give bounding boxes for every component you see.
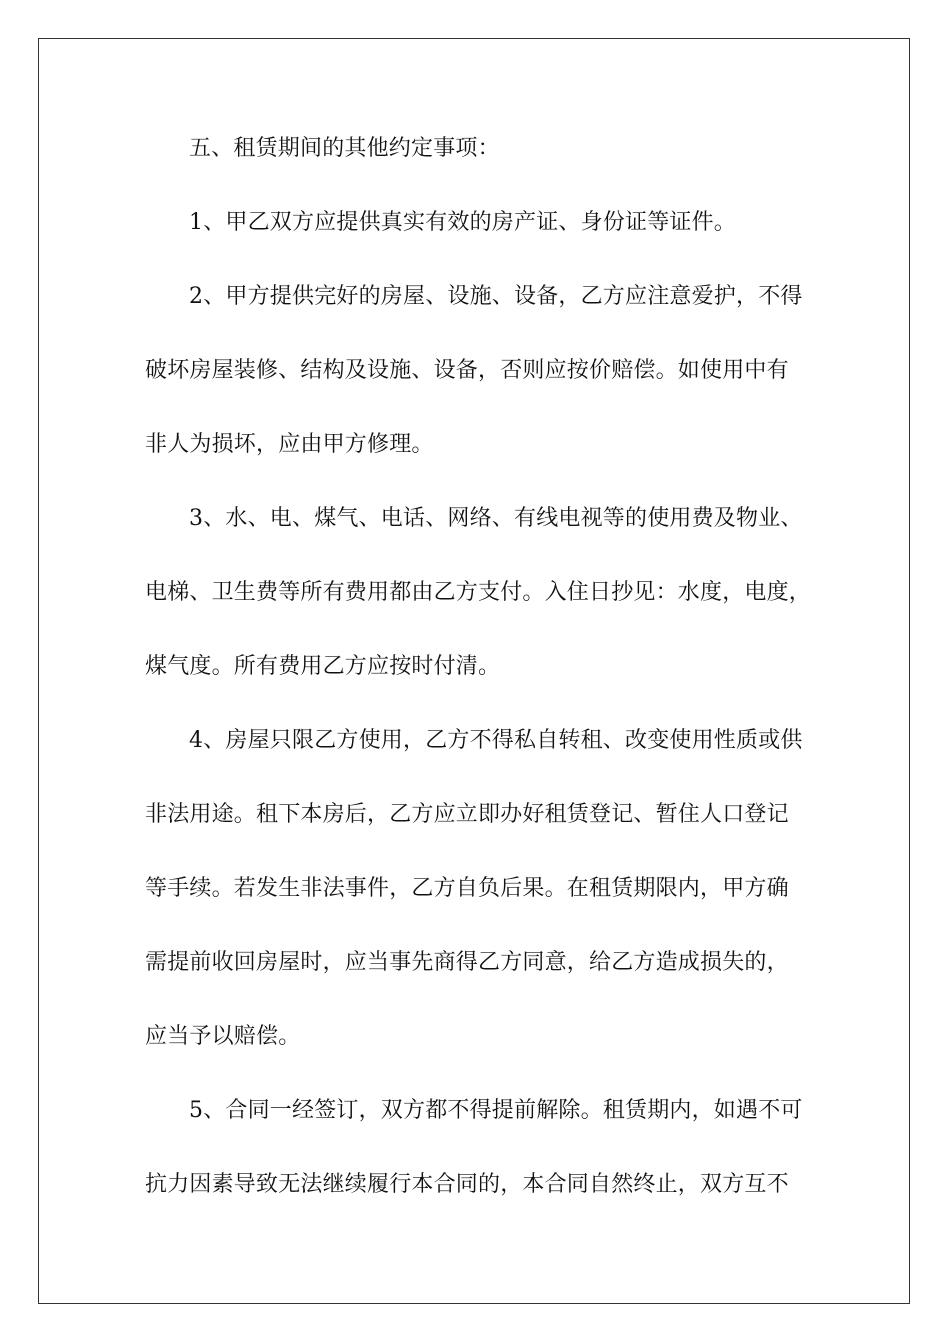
clause-3-line-3: 煤气度。所有费用乙方应按时付清。 (145, 654, 501, 679)
clause-4-line-4: 需提前收回房屋时，应当事先商得乙方同意，给乙方造成损失的， (145, 950, 789, 975)
clause-5-line-2: 抗力因素导致无法继续履行本合同的，本合同自然终止，双方互不 (145, 1172, 789, 1197)
clause-2-line-1: 2、甲方提供完好的房屋、设施、设备，乙方应注意爱护，不得 (189, 284, 803, 309)
clause-2-line-2: 破坏房屋装修、结构及设施、设备，否则应按价赔偿。如使用中有 (145, 358, 789, 383)
clause-3-line-1: 3、水、电、煤气、电话、网络、有线电视等的使用费及物业、 (189, 506, 803, 531)
clause-5-line-1: 5、合同一经签订，双方都不得提前解除。租赁期内，如遇不可 (189, 1098, 803, 1123)
clause-3-line-2: 电梯、卫生费等所有费用都由乙方支付。入住日抄见：水度，电度， (145, 580, 812, 605)
clause-4-line-5: 应当予以赔偿。 (145, 1024, 301, 1049)
document-body (145, 125, 815, 1235)
clause-4-line-2: 非法用途。租下本房后，乙方应立即办好租赁登记、暂住人口登记 (145, 802, 789, 827)
clause-4-line-1: 4、房屋只限乙方使用，乙方不得私自转租、改变使用性质或供 (189, 728, 803, 753)
clause-2-line-3: 非人为损坏，应由甲方修理。 (145, 432, 434, 457)
clause-1: 1、甲乙双方应提供真实有效的房产证、身份证等证件。 (189, 210, 736, 235)
section-heading: 五、租赁期间的其他约定事项： (189, 136, 500, 161)
clause-4-line-3: 等手续。若发生非法事件，乙方自负后果。在租赁期限内，甲方确 (145, 876, 789, 901)
